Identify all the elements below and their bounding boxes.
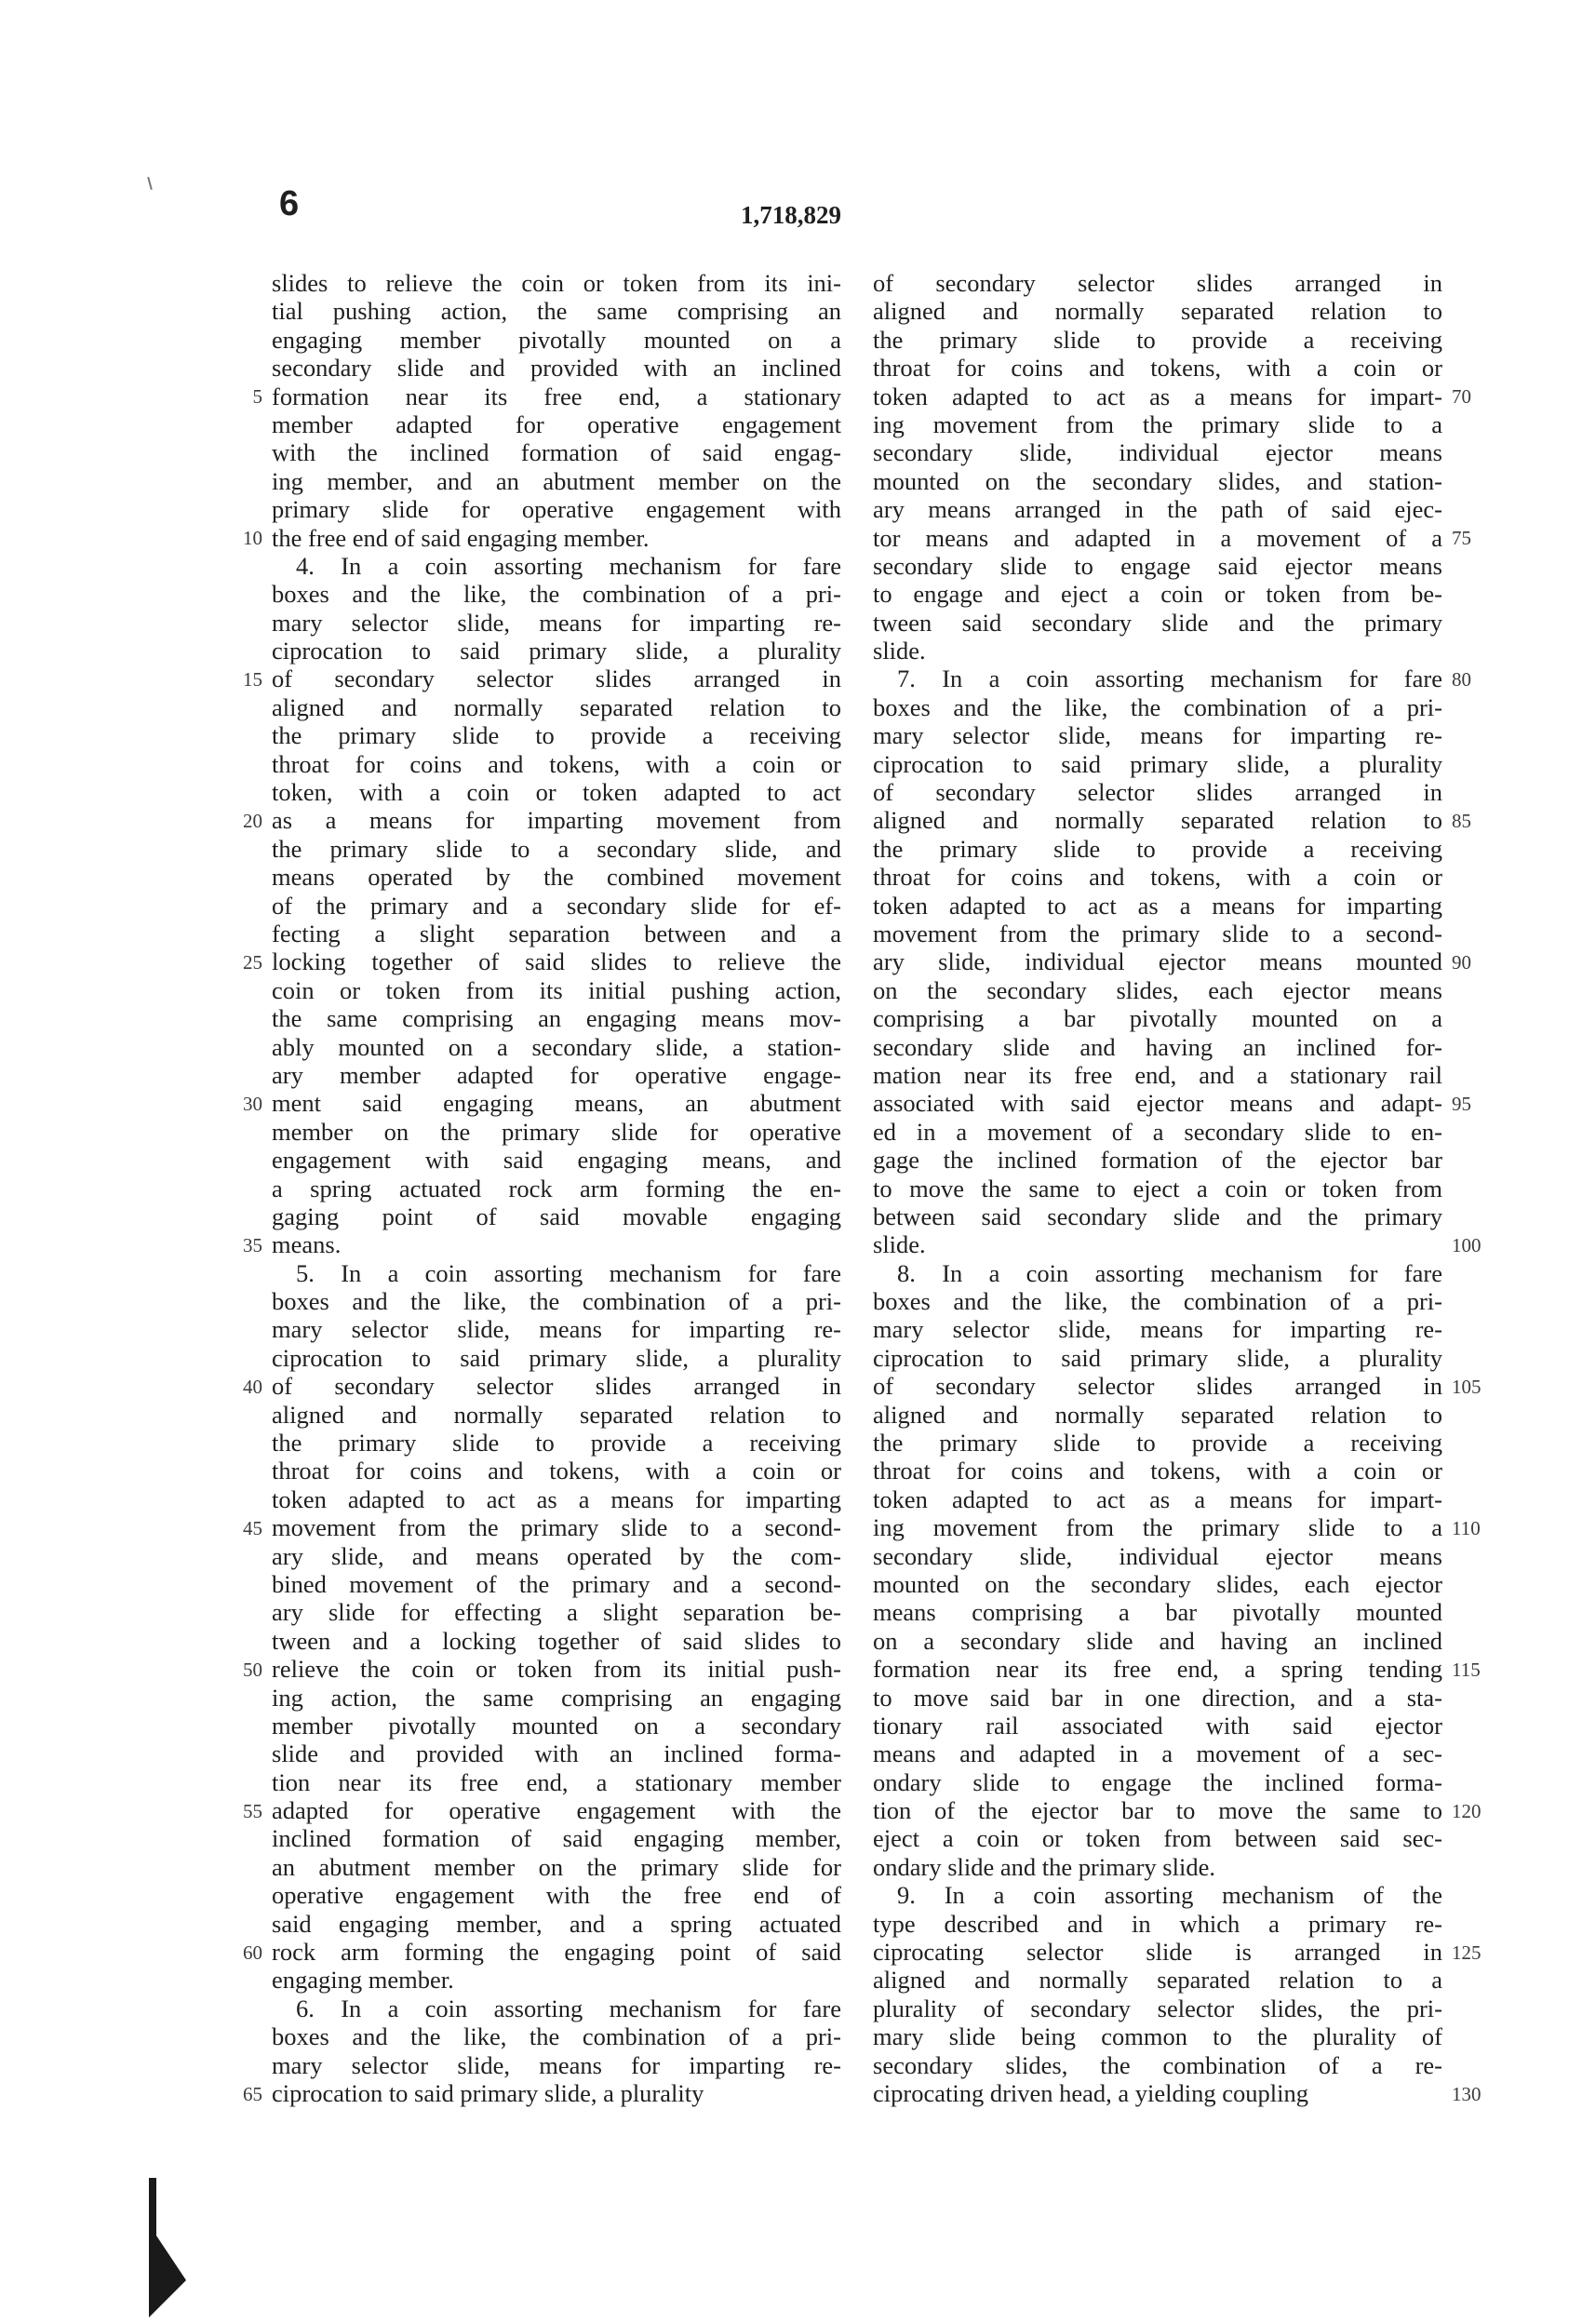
text-line: ing movement from the primary slide to a bbox=[873, 410, 1442, 438]
text-line: movement from the primary slide to a second- bbox=[272, 1513, 841, 1542]
text-line: tween and a locking together of said slides to bbox=[272, 1626, 841, 1655]
text-line: ciprocation to said primary slide, a plurality bbox=[873, 749, 1442, 778]
text-line: slide. bbox=[873, 637, 926, 665]
text-line: secondary slide, individual ejector means bbox=[873, 1541, 1442, 1570]
line-number: 20 bbox=[243, 809, 262, 832]
scan-corner-arrow bbox=[149, 2224, 186, 2317]
text-line: of secondary selector slides arranged in bbox=[873, 269, 1442, 297]
text-line: of secondary selector slides arranged in bbox=[873, 1372, 1442, 1401]
text-line: eject a coin or token from between said sec- bbox=[873, 1824, 1442, 1853]
patent-number: 1,718,829 bbox=[741, 201, 841, 229]
text-line: to engage and eject a coin or token from be- bbox=[873, 580, 1442, 609]
text-line: slide and provided with an inclined forma- bbox=[272, 1740, 841, 1768]
text-line: the primary slide to provide a receiving bbox=[873, 834, 1442, 863]
text-line: ed in a movement of a secondary slide to en- bbox=[873, 1117, 1442, 1146]
text-line: to move the same to eject a coin or token from bbox=[873, 1174, 1442, 1202]
text-line: slides to relieve the coin or token from its ini- bbox=[272, 269, 841, 297]
text-line: formation near its free end, a spring tending bbox=[873, 1655, 1442, 1684]
text-line: ary slide, individual ejector means mounted bbox=[873, 947, 1442, 976]
line-number: 15 bbox=[243, 667, 262, 691]
line-number: 125 bbox=[1452, 1941, 1481, 1964]
text-line: on a secondary slide and having an inclined bbox=[873, 1626, 1442, 1655]
line-number: 60 bbox=[243, 1941, 262, 1964]
text-line: mary slide being common to the plurality of bbox=[873, 2022, 1442, 2051]
text-line: operative engagement with the free end of bbox=[272, 1881, 841, 1910]
text-line: ment said engaging means, an abutment bbox=[272, 1089, 841, 1118]
text-line: the primary slide to provide a receiving bbox=[873, 325, 1442, 354]
text-line: associated with said ejector means and adapt- bbox=[873, 1089, 1442, 1118]
text-line: slide. bbox=[873, 1230, 926, 1259]
text-line: member pivotally mounted on a secondary bbox=[272, 1711, 841, 1740]
text-line: ing member, and an abutment member on the bbox=[272, 466, 841, 495]
text-line: throat for coins and tokens, with a coin or bbox=[873, 354, 1442, 383]
text-line: boxes and the like, the combination of a pri- bbox=[272, 2022, 841, 2051]
text-line: said engaging member, and a spring actuated bbox=[272, 1909, 841, 1938]
text-line: ciprocation to said primary slide, a plurality bbox=[272, 637, 841, 665]
line-number: 80 bbox=[1452, 667, 1471, 691]
text-line: the primary slide to provide a receiving bbox=[873, 1429, 1442, 1458]
line-number: 45 bbox=[243, 1516, 262, 1539]
text-line: ondary slide and the primary slide. bbox=[873, 1852, 1215, 1881]
line-number: 35 bbox=[243, 1233, 262, 1256]
text-line: mary selector slide, means for imparting re- bbox=[873, 1315, 1442, 1344]
text-line: means. bbox=[272, 1230, 342, 1259]
text-line: engaging member. bbox=[272, 1966, 454, 1995]
text-line: 4. In a coin assorting mechanism for fare bbox=[296, 551, 841, 580]
text-line: a spring actuated rock arm forming the en- bbox=[272, 1174, 841, 1202]
line-number: 90 bbox=[1452, 950, 1471, 974]
text-line: the primary slide to provide a receiving bbox=[272, 721, 841, 750]
line-number: 55 bbox=[243, 1799, 262, 1822]
left-text-column bbox=[272, 269, 841, 2107]
scan-speck bbox=[147, 177, 153, 190]
text-line: 7. In a coin assorting mechanism for fare bbox=[897, 665, 1442, 693]
text-line: tion near its free end, a stationary member bbox=[272, 1767, 841, 1796]
text-line: means operated by the combined movement bbox=[272, 863, 841, 892]
text-line: fecting a slight separation between and a bbox=[272, 919, 841, 947]
text-line: mary selector slide, means for imparting re- bbox=[272, 2050, 841, 2079]
text-line: locking together of said slides to relieve the bbox=[272, 947, 841, 976]
text-line: ciprocating driven head, a yielding coupling bbox=[873, 2079, 1309, 2107]
text-line: ondary slide to engage the inclined forma- bbox=[873, 1767, 1442, 1796]
text-line: ciprocation to said primary slide, a plurality bbox=[873, 1343, 1442, 1372]
text-line: token adapted to act as a means for imparting bbox=[873, 891, 1442, 920]
text-line: of secondary selector slides arranged in bbox=[272, 1372, 841, 1401]
line-number: 120 bbox=[1452, 1799, 1481, 1822]
text-line: mary selector slide, means for imparting re- bbox=[873, 721, 1442, 750]
text-line: ably mounted on a secondary slide, a station- bbox=[272, 1032, 841, 1061]
text-line: between said secondary slide and the primary bbox=[873, 1202, 1442, 1230]
line-number: 95 bbox=[1452, 1092, 1471, 1115]
text-line: aligned and normally separated relation to bbox=[272, 692, 841, 721]
text-line: token, with a coin or token adapted to act bbox=[272, 778, 841, 807]
text-line: secondary slide and provided with an inclined bbox=[272, 354, 841, 383]
text-line: ciprocating selector slide is arranged in bbox=[873, 1938, 1442, 1967]
text-line: inclined formation of said engaging member, bbox=[272, 1824, 841, 1853]
text-line: of the primary and a secondary slide for ef- bbox=[272, 891, 841, 920]
text-line: boxes and the like, the combination of a pri- bbox=[873, 692, 1442, 721]
text-line: token adapted to act as a means for impart- bbox=[873, 382, 1442, 410]
text-line: token adapted to act as a means for imparting bbox=[272, 1484, 841, 1513]
text-line: formation near its free end, a stationary bbox=[272, 382, 841, 410]
line-number: 110 bbox=[1452, 1516, 1481, 1539]
text-line: mounted on the secondary slides, each ejector bbox=[873, 1569, 1442, 1598]
text-line: adapted for operative engagement with the bbox=[272, 1796, 841, 1825]
text-line: rock arm forming the engaging point of said bbox=[272, 1938, 841, 1967]
line-number: 85 bbox=[1452, 809, 1471, 832]
text-line: ing movement from the primary slide to a bbox=[873, 1513, 1442, 1542]
text-line: aligned and normally separated relation to bbox=[873, 806, 1442, 835]
text-line: 9. In a coin assorting mechanism of the bbox=[897, 1881, 1442, 1910]
text-line: ary slide, and means operated by the com- bbox=[272, 1541, 841, 1570]
text-line: coin or token from its initial pushing action, bbox=[272, 975, 841, 1004]
text-line: means and adapted in a movement of a sec- bbox=[873, 1740, 1442, 1768]
text-line: gage the inclined formation of the ejector bar bbox=[873, 1146, 1442, 1175]
text-line: as a means for imparting movement from bbox=[272, 806, 841, 835]
text-line: member adapted for operative engagement bbox=[272, 410, 841, 438]
text-line: throat for coins and tokens, with a coin or bbox=[873, 1457, 1442, 1485]
text-line: an abutment member on the primary slide for bbox=[272, 1852, 841, 1881]
text-line: tween said secondary slide and the primary bbox=[873, 608, 1442, 637]
text-line: tionary rail associated with said ejector bbox=[873, 1711, 1442, 1740]
text-line: ary slide for effecting a slight separation be- bbox=[272, 1598, 841, 1627]
text-line: tor means and adapted in a movement of a bbox=[873, 523, 1442, 552]
text-line: secondary slide and having an inclined for- bbox=[873, 1032, 1442, 1061]
text-line: ciprocation to said primary slide, a plurality bbox=[272, 2079, 704, 2107]
text-line: relieve the coin or token from its initial push- bbox=[272, 1655, 841, 1684]
text-line: member on the primary slide for operative bbox=[272, 1117, 841, 1146]
text-line: engagement with said engaging means, and bbox=[272, 1146, 841, 1175]
text-line: ary member adapted for operative engage- bbox=[272, 1060, 841, 1089]
text-line: mary selector slide, means for imparting re- bbox=[272, 1315, 841, 1344]
line-number: 5 bbox=[252, 384, 262, 408]
text-line: to move said bar in one direction, and a sta- bbox=[873, 1683, 1442, 1712]
text-line: type described and in which a primary re- bbox=[873, 1909, 1442, 1938]
line-number: 10 bbox=[243, 526, 262, 549]
text-line: on the secondary slides, each ejector means bbox=[873, 975, 1442, 1004]
text-line: gaging point of said movable engaging bbox=[272, 1202, 841, 1230]
text-line: ary means arranged in the path of said ejec- bbox=[873, 495, 1442, 524]
text-line: bined movement of the primary and a second- bbox=[272, 1569, 841, 1598]
line-number: 30 bbox=[243, 1092, 262, 1115]
text-line: aligned and normally separated relation to a bbox=[873, 1966, 1442, 1995]
text-line: mation near its free end, and a stationary rail bbox=[873, 1060, 1442, 1089]
text-line: throat for coins and tokens, with a coin or bbox=[873, 863, 1442, 892]
text-line: secondary slide, individual ejector means bbox=[873, 438, 1442, 467]
text-line: boxes and the like, the combination of a pri- bbox=[873, 1287, 1442, 1316]
text-line: primary slide for operative engagement with bbox=[272, 495, 841, 524]
text-line: tial pushing action, the same comprising an bbox=[272, 297, 841, 326]
text-line: boxes and the like, the combination of a pri- bbox=[272, 1287, 841, 1316]
text-line: the primary slide to a secondary slide, and bbox=[272, 834, 841, 863]
right-text-column bbox=[873, 269, 1442, 2107]
line-number: 70 bbox=[1452, 384, 1471, 408]
text-line: with the inclined formation of said engag- bbox=[272, 438, 841, 467]
text-line: comprising a bar pivotally mounted on a bbox=[873, 1004, 1442, 1033]
text-line: 5. In a coin assorting mechanism for fare bbox=[296, 1258, 841, 1287]
text-line: tion of the ejector bar to move the same to bbox=[873, 1796, 1442, 1825]
line-number: 75 bbox=[1452, 526, 1471, 549]
line-number: 50 bbox=[243, 1658, 262, 1681]
line-number: 100 bbox=[1452, 1233, 1481, 1256]
line-number: 115 bbox=[1452, 1658, 1481, 1681]
text-line: boxes and the like, the combination of a pri- bbox=[272, 580, 841, 609]
text-line: ing action, the same comprising an engaging bbox=[272, 1683, 841, 1712]
text-line: plurality of secondary selector slides, the pri- bbox=[873, 1994, 1442, 2022]
text-line: 6. In a coin assorting mechanism for fare bbox=[296, 1994, 841, 2022]
text-line: the primary slide to provide a receiving bbox=[272, 1429, 841, 1458]
text-line: engaging member pivotally mounted on a bbox=[272, 325, 841, 354]
line-number: 40 bbox=[243, 1375, 262, 1398]
text-line: of secondary selector slides arranged in bbox=[873, 778, 1442, 807]
text-line: aligned and normally separated relation to bbox=[272, 1400, 841, 1429]
text-line: secondary slide to engage said ejector means bbox=[873, 551, 1442, 580]
line-number: 105 bbox=[1452, 1375, 1481, 1398]
line-number: 65 bbox=[243, 2082, 262, 2105]
text-line: throat for coins and tokens, with a coin or bbox=[272, 1457, 841, 1485]
text-line: aligned and normally separated relation to bbox=[873, 297, 1442, 326]
text-line: aligned and normally separated relation to bbox=[873, 1400, 1442, 1429]
text-line: means comprising a bar pivotally mounted bbox=[873, 1598, 1442, 1627]
text-line: of secondary selector slides arranged in bbox=[272, 665, 841, 693]
text-line: the same comprising an engaging means mov- bbox=[272, 1004, 841, 1033]
text-line: token adapted to act as a means for impart- bbox=[873, 1484, 1442, 1513]
text-line: movement from the primary slide to a second- bbox=[873, 919, 1442, 947]
text-line: mounted on the secondary slides, and station- bbox=[873, 466, 1442, 495]
text-line: ciprocation to said primary slide, a plurality bbox=[272, 1343, 841, 1372]
text-line: throat for coins and tokens, with a coin or bbox=[272, 749, 841, 778]
text-line: mary selector slide, means for imparting re- bbox=[272, 608, 841, 637]
text-line: 8. In a coin assorting mechanism for fare bbox=[897, 1258, 1442, 1287]
page-number: 6 bbox=[279, 184, 300, 223]
text-line: secondary slides, the combination of a re- bbox=[873, 2050, 1442, 2079]
line-number: 25 bbox=[243, 950, 262, 974]
line-number: 130 bbox=[1452, 2082, 1481, 2105]
text-line: the free end of said engaging member. bbox=[272, 523, 650, 552]
